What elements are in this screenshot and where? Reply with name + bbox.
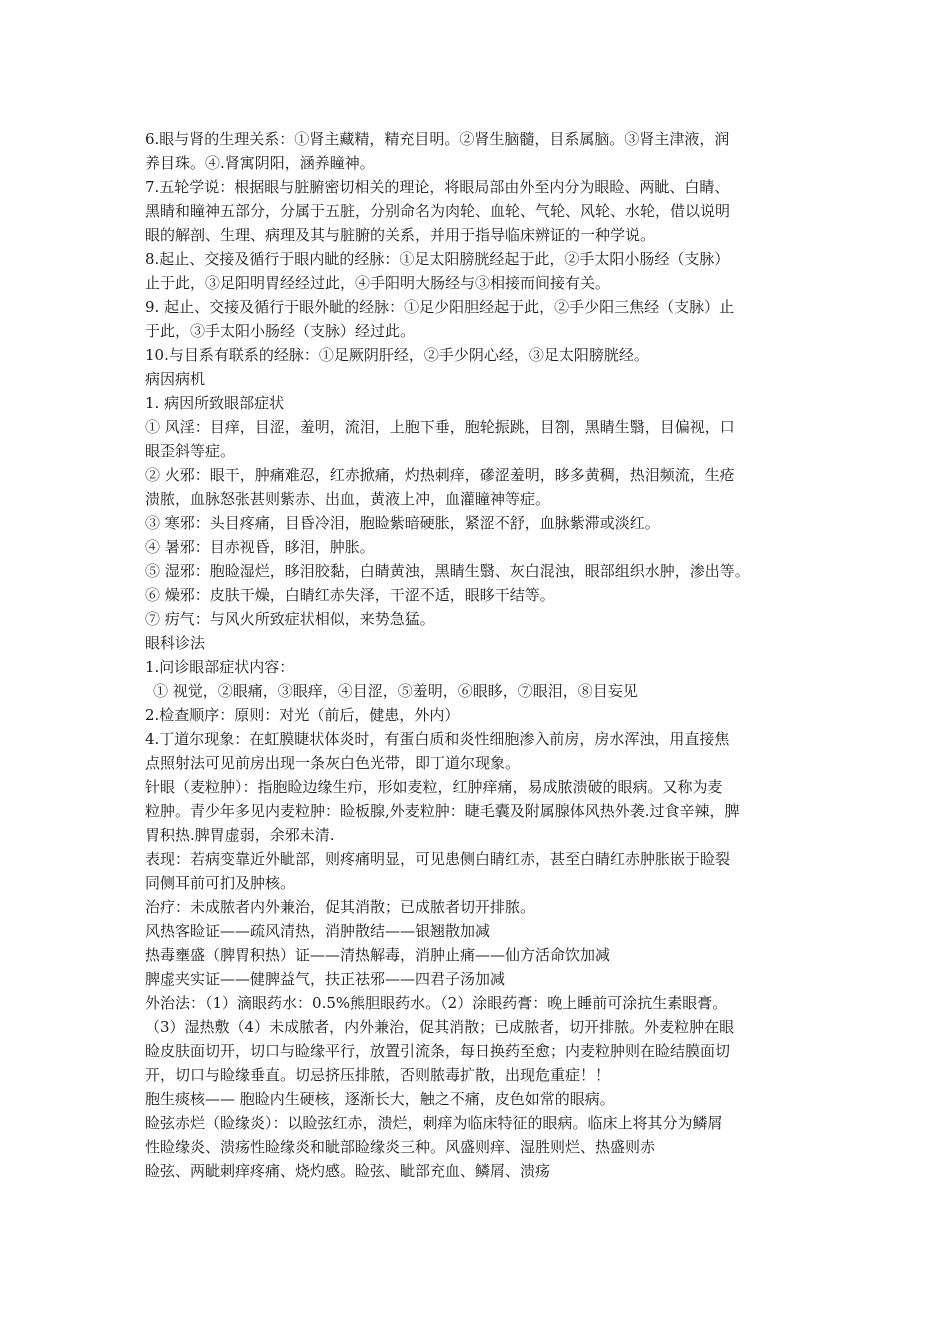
text-line: ① 风淫：目痒，目涩，羞明，流泪，上胞下垂，胞轮振跳，目劄，黑睛生翳，目偏视，口 bbox=[145, 418, 735, 436]
text-line: 开，切口与睑缘垂直。切忌挤压排脓，否则脓毒扩散，出现危重症！！ bbox=[145, 1066, 611, 1084]
text-line: 2.检查顺序：原则：对光（前后，健患，外内） bbox=[145, 706, 460, 724]
text-line: 治疗：未成脓者内外兼治，促其消散；已成脓者切开排脓。 bbox=[145, 898, 536, 916]
text-line: 表现：若病变靠近外眦部，则疼痛明显，可见患侧白睛红赤，甚至白睛红赤肿胀嵌于睑裂 bbox=[145, 850, 731, 868]
text-line: 外治法：（1）滴眼药水：0.5%熊胆眼药水。（2）涂眼药膏：晚上睡前可涂抗生素眼膏。 bbox=[145, 994, 728, 1012]
text-line: ⑥ 燥邪：皮肤干燥，白睛红赤失泽，干涩不适，眼眵干结等。 bbox=[145, 586, 555, 604]
text-line: 睑皮肤面切开，切口与睑缘平行，放置引流条，每日换药至愈；内麦粒肿则在睑结膜面切 bbox=[145, 1042, 731, 1060]
text-line: 脾虚夹实证——健脾益气，扶正祛邪——四君子汤加减 bbox=[145, 970, 506, 988]
text-line: 7.五轮学说：根据眼与脏腑密切相关的理论，将眼局部由外至内分为眼睑、两眦、白睛、 bbox=[145, 178, 730, 196]
text-line: 溃脓，血脉怒张甚则紫赤、出血，黄液上冲，血灌瞳神等症。 bbox=[145, 490, 551, 508]
text-line: 6.眼与肾的生理关系：①肾主藏精，精充目明。②肾生脑髓，目系属脑。③肾主津液，润 bbox=[145, 130, 730, 148]
section-heading: 病因病机 bbox=[145, 370, 206, 388]
text-line: 胃积热.脾胃虚弱，余邪未清. bbox=[145, 826, 335, 844]
text-line: 同侧耳前可扪及肿核。 bbox=[145, 874, 296, 892]
text-line: 10.与目系有联系的经脉：①足厥阴肝经，②手少阴心经，③足太阳膀胱经。 bbox=[145, 346, 649, 364]
text-line: ③ 寒邪：头目疼痛，目昏冷泪，胞睑紫暗硬胀，紧涩不舒，血脉紫滞或淡红。 bbox=[145, 514, 660, 532]
text-line: 眼的解剖、生理、病理及其与脏腑的关系，并用于指导临床辨证的一种学说。 bbox=[145, 226, 656, 244]
text-line: 热毒壅盛（脾胃积热）证——清热解毒，消肿止痛——仙方活命饮加减 bbox=[145, 946, 611, 964]
text-line: 9. 起止、交接及循行于眼外眦的经脉：①足少阳胆经起于此，②手少阳三焦经（支脉）止 bbox=[145, 298, 735, 316]
text-line: ⑤ 湿邪：胞睑湿烂，眵泪胶黏，白睛黄浊，黑睛生翳、灰白混浊，眼部组织水肿，渗出等。 bbox=[145, 562, 750, 580]
text-line: （3）湿热敷（4）未成脓者，内外兼治，促其消散；已成脓者，切开排脓。外麦粒肿在眼 bbox=[145, 1018, 735, 1036]
text-line: 8.起止、交接及循行于眼内眦的经脉：①足太阳膀胱经起于此，②手太阳小肠经（支脉） bbox=[145, 250, 730, 268]
text-line: 针眼（麦粒肿）：指胞睑边缘生疖，形如麦粒，红肿痒痛，易成脓溃破的眼病。又称为麦 bbox=[145, 778, 723, 796]
text-line: ⑦ 疠气：与风火所致症状相似，来势急猛。 bbox=[145, 610, 435, 628]
text-line: 养目珠。④.肾寓阴阳，涵养瞳神。 bbox=[145, 154, 375, 172]
text-line: 粒肿。青少年多见内麦粒肿：睑板腺,外麦粒肿：睫毛囊及附属腺体风热外袭.过食辛辣，脾 bbox=[145, 802, 740, 820]
text-line: 点照射法可见前房出现一条灰白色光带，即丁道尔现象。 bbox=[145, 754, 521, 772]
text-line: ① 视觉，②眼痛，③眼痒，④目涩，⑤羞明，⑥眼眵，⑦眼泪，⑧目妄见 bbox=[153, 682, 638, 700]
text-line: 性睑缘炎、溃疡性睑缘炎和眦部睑缘炎三种。风盛则痒、湿胜则烂、热盛则赤 bbox=[145, 1138, 656, 1156]
text-line: 止于此，③足阳明胃经经过此，④手阳明大肠经与③相接而间接有关。 bbox=[145, 274, 611, 292]
text-line: 胞生痰核—— 胞睑内生硬核，逐渐长大，触之不痛，皮色如常的眼病。 bbox=[145, 1090, 615, 1108]
section-heading: 眼科诊法 bbox=[145, 634, 206, 652]
text-line: 睑弦、两眦刺痒疼痛、烧灼感。睑弦、眦部充血、鳞屑、溃疡 bbox=[145, 1162, 551, 1180]
text-line: ④ 暑邪：目赤视昏，眵泪，肿胀。 bbox=[145, 538, 375, 556]
text-line: 眼歪斜等症。 bbox=[145, 442, 236, 460]
text-line: 4.丁道尔现象：在虹膜睫状体炎时，有蛋白质和炎性细胞渗入前房，房水浑浊，用直接焦 bbox=[145, 730, 730, 748]
text-line: 于此，③手太阳小肠经（支脉）经过此。 bbox=[145, 322, 416, 340]
text-line: 风热客睑证——疏风清热，消肿散结——银翘散加减 bbox=[145, 922, 491, 940]
text-line: 1. 病因所致眼部症状 bbox=[145, 394, 285, 412]
document-body bbox=[145, 127, 825, 1183]
text-line: 睑弦赤烂（睑缘炎）：以睑弦红赤，溃烂，刺痒为临床特征的眼病。临床上将其分为鳞屑 bbox=[145, 1114, 723, 1132]
text-line: 1.问诊眼部症状内容： bbox=[145, 658, 295, 676]
text-line: 黑睛和瞳神五部分，分属于五脏，分别命名为肉轮、血轮、气轮、风轮、水轮，借以说明 bbox=[145, 202, 731, 220]
text-line: ② 火邪：眼干，肿痛难忍，红赤掀痛，灼热刺痒，磣涩羞明，眵多黄稠，热泪频流，生疮 bbox=[145, 466, 735, 484]
